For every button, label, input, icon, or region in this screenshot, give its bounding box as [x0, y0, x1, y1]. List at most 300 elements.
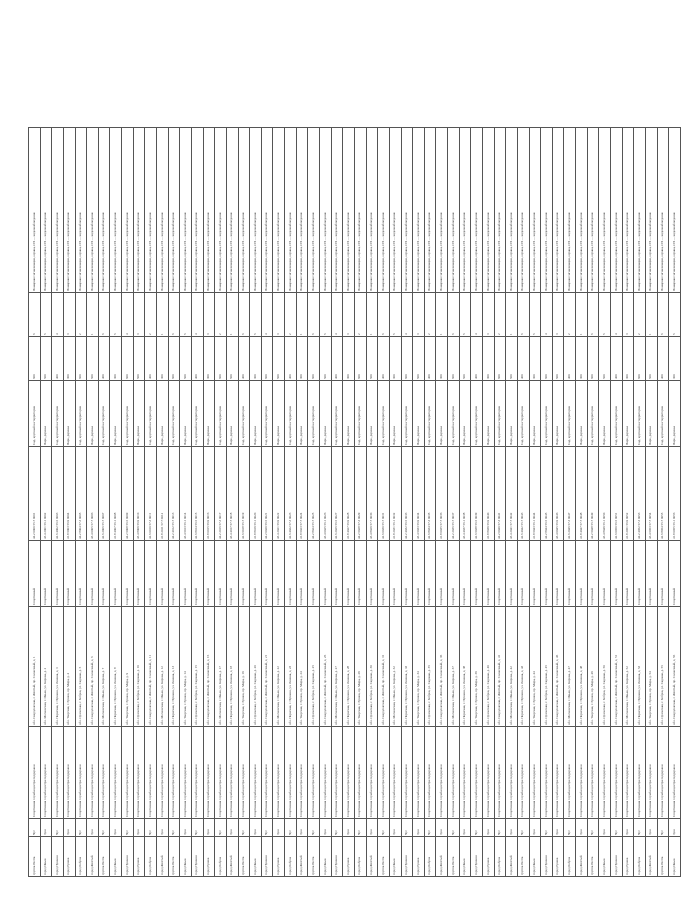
- type-cell: Зуш: [645, 819, 657, 837]
- category-cell: Спортивный: [669, 541, 681, 607]
- coordinates-cell: 42.6 2006 55.7 0007: [98, 447, 110, 541]
- area-cell: 500: [40, 337, 52, 381]
- type-cell: Зуш: [343, 819, 355, 837]
- category-cell: Спортивный: [564, 541, 576, 607]
- category-cell: Спортивный: [529, 541, 541, 607]
- area-cell: 600: [448, 337, 460, 381]
- territory-cell: Сад, крупный на территории: [168, 381, 180, 447]
- area-cell: 400: [98, 337, 110, 381]
- floors-cell: 1: [436, 293, 448, 337]
- coordinates-cell: 42.6 8054 55.7 0055: [657, 447, 669, 541]
- coordinates-cell: 43.4 6013 56.1 0014: [180, 447, 192, 541]
- security-cell: Пожарная сигнализация, охрана, ОП — видеонаблюдение: [308, 128, 320, 293]
- security-cell: Пожарная сигнализация, охрана, ОП — видеонаблюдение: [448, 128, 460, 293]
- category-cell: Спортивный: [273, 541, 285, 607]
- organization-cell: Спортивная служба центра поддержки: [29, 727, 41, 819]
- coordinates-cell: 44.2 6028 57.3 0029: [354, 447, 366, 541]
- floors-cell: 4: [401, 293, 413, 337]
- table-row: [669, 128, 681, 877]
- table-row: [285, 128, 297, 877]
- organization-cell: Спортивная служба центра поддержки: [191, 727, 203, 819]
- security-cell: Пожарная сигнализация, охрана, ОП — видеонаблюдение: [669, 128, 681, 293]
- organization-cell: Спортивная служба центра поддержки: [611, 727, 623, 819]
- coordinates-cell: 42.6 4022 57.3 0023: [285, 447, 297, 541]
- organization-cell: Спортивная служба центра поддержки: [226, 727, 238, 819]
- security-cell: Пожарная сигнализация, охрана, ОП — видеонаблюдение: [552, 128, 564, 293]
- floors-cell: 5: [110, 293, 122, 337]
- coordinates-cell: 41.8 8019 56.1 0020: [250, 447, 262, 541]
- locality-cell: город Жёлтый: [436, 837, 448, 877]
- organization-cell: Спортивная служба центра поддержки: [599, 727, 611, 819]
- type-cell: Чус: [98, 819, 110, 837]
- territory-cell: Парк, деревья: [482, 381, 494, 447]
- locality-cell: город Жёлтый: [157, 837, 169, 877]
- coordinates-cell: 43.4 8029 57.7 0030: [366, 447, 378, 541]
- type-cell: Зуш: [552, 819, 564, 837]
- coordinates-cell: 43.4 6053 57.7 0054: [645, 447, 657, 541]
- address-cell: обл. Свердловская, г. Жёлтый, пр. Солнечный, д. 21: [261, 607, 273, 727]
- floors-cell: 3: [413, 293, 425, 337]
- floors-cell: 4: [191, 293, 203, 337]
- category-cell: Спортивный: [308, 541, 320, 607]
- table-row: [424, 128, 436, 877]
- security-cell: Пожарная сигнализация, охрана, ОП — видеонаблюдение: [320, 128, 332, 293]
- floors-cell: 5: [320, 293, 332, 337]
- security-cell: Пожарная сигнализация, охрана, ОП — видеонаблюдение: [645, 128, 657, 293]
- security-cell: Пожарная сигнализация, охрана, ОП — видеонаблюдение: [52, 128, 64, 293]
- floors-cell: 5: [669, 293, 681, 337]
- category-cell: Спортивный: [285, 541, 297, 607]
- security-cell: Пожарная сигнализация, охрана, ОП — видеонаблюдение: [634, 128, 646, 293]
- organization-cell: Спортивная служба центра поддержки: [331, 727, 343, 819]
- table-row: [471, 128, 483, 877]
- address-cell: обл. Свердловская, г. Жёлтый, пр. Солнечный, д. 26: [320, 607, 332, 727]
- organization-cell: Спортивная служба центра поддержки: [494, 727, 506, 819]
- category-cell: Спортивный: [215, 541, 227, 607]
- table-row: [413, 128, 425, 877]
- coordinates-cell: 42.6 2046 57.3 0047: [564, 447, 576, 541]
- table-row: [506, 128, 518, 877]
- coordinates-cell: 41.8 4047 57.7 0048: [576, 447, 588, 541]
- floors-cell: 4: [122, 293, 134, 337]
- coordinates-cell: 43.4 8009 56.9 0010: [133, 447, 145, 541]
- coordinates-cell: 44.2 0000 55.7 0001: [29, 447, 41, 541]
- security-cell: Пожарная сигнализация, охрана, ОП — видеонаблюдение: [145, 128, 157, 293]
- organization-cell: Спортивная служба центра поддержки: [168, 727, 180, 819]
- organization-cell: Спортивная служба центра поддержки: [552, 727, 564, 819]
- organization-cell: Спортивная служба центра поддержки: [436, 727, 448, 819]
- area-cell: 300: [622, 337, 634, 381]
- territory-cell: Парк, деревья: [250, 381, 262, 447]
- type-cell: Чус: [191, 819, 203, 837]
- floors-cell: 4: [331, 293, 343, 337]
- coordinates-cell: 41.8 6023 57.7 0024: [296, 447, 308, 541]
- locality-cell: город Ивьев: [669, 837, 681, 877]
- address-cell: обл. Свердловская, г. Жёлтый, пр. Солнечный, д. 56: [669, 607, 681, 727]
- coordinates-cell: 44.2 0040 57.3 0041: [494, 447, 506, 541]
- category-cell: Спортивный: [203, 541, 215, 607]
- security-cell: Пожарная сигнализация, охрана, ОП — видеонаблюдение: [506, 128, 518, 293]
- table-row: [517, 128, 529, 877]
- address-cell: обл. Тверская, г. Ершов, пр. Мира, д. 34: [413, 607, 425, 727]
- category-cell: Спортивный: [110, 541, 122, 607]
- area-cell: 500: [552, 337, 564, 381]
- locality-cell: город Жёлтый: [366, 837, 378, 877]
- category-cell: Спортивный: [599, 541, 611, 607]
- type-cell: Чус: [471, 819, 483, 837]
- floors-cell: 6: [657, 293, 669, 337]
- floors-cell: 6: [29, 293, 41, 337]
- territory-cell: Сад, крупный на территории: [494, 381, 506, 447]
- category-cell: Спортивный: [40, 541, 52, 607]
- table-row: [541, 128, 553, 877]
- address-cell: обл. Орловская, г. Бобров, ул. Садовая, д. 20: [250, 607, 262, 727]
- address-cell: обл. Пермская, г. Пушкин, ул. Ленина, д. 48: [576, 607, 588, 727]
- territory-cell: Сад, крупный на территории: [354, 381, 366, 447]
- area-cell: 500: [506, 337, 518, 381]
- type-cell: Зуш: [203, 819, 215, 837]
- address-cell: обл. Московская, г. Ивьев, ул. Кирова, д. 7: [98, 607, 110, 727]
- coordinates-cell: 43.4 6033 56.9 0034: [413, 447, 425, 541]
- type-cell: Зуш: [506, 819, 518, 837]
- category-cell: Спортивный: [157, 541, 169, 607]
- area-cell: 400: [238, 337, 250, 381]
- type-cell: Зуш: [413, 819, 425, 837]
- address-cell: обл. Свердловская, г. Жёлтый, пр. Солнечный, д. 46: [552, 607, 564, 727]
- table-row: [611, 128, 623, 877]
- territory-cell: Сад, крупный на территории: [98, 381, 110, 447]
- address-cell: обл. Московская, г. Ивьев, ул. Кирова, д. 32: [389, 607, 401, 727]
- coordinates-cell: 44.2 8004 57.3 0005: [75, 447, 87, 541]
- territory-cell: Сад, крупный на территории: [238, 381, 250, 447]
- table-row: [482, 128, 494, 877]
- type-cell: Чус: [308, 819, 320, 837]
- organization-cell: Спортивная служба центра поддержки: [308, 727, 320, 819]
- table-row: [226, 128, 238, 877]
- organization-cell: Спортивная служба центра поддержки: [587, 727, 599, 819]
- coordinates-cell: 42.6 4002 56.5 0003: [52, 447, 64, 541]
- floors-cell: 5: [529, 293, 541, 337]
- category-cell: Спортивный: [63, 541, 75, 607]
- coordinates-cell: 41.8 2011 57.7 0012: [157, 447, 169, 541]
- territory-cell: Сад, крупный на территории: [261, 381, 273, 447]
- coordinates-cell: 44.2 0020 56.5 0021: [261, 447, 273, 541]
- territory-cell: Парк, деревья: [459, 381, 471, 447]
- table-row: [354, 128, 366, 877]
- category-cell: Спортивный: [250, 541, 262, 607]
- territory-cell: Сад, крупный на территории: [145, 381, 157, 447]
- security-cell: Пожарная сигнализация, охрана, ОП — видеонаблюдение: [622, 128, 634, 293]
- table-row: [157, 128, 169, 877]
- table-row: [261, 128, 273, 877]
- category-cell: Спортивный: [29, 541, 41, 607]
- table-row: [40, 128, 52, 877]
- area-cell: 500: [459, 337, 471, 381]
- security-cell: Пожарная сигнализация, охрана, ОП — видеонаблюдение: [436, 128, 448, 293]
- address-cell: обл. Орловская, г. Бобров, ул. Садовая, д. 15: [191, 607, 203, 727]
- security-cell: Пожарная сигнализация, охрана, ОП — видеонаблюдение: [331, 128, 343, 293]
- security-cell: Пожарная сигнализация, охрана, ОП — видеонаблюдение: [389, 128, 401, 293]
- table-row: [180, 128, 192, 877]
- security-cell: Пожарная сигнализация, охрана, ОП — видеонаблюдение: [87, 128, 99, 293]
- territory-cell: Сад, крупный на территории: [541, 381, 553, 447]
- locality-cell: город Ивьев: [389, 837, 401, 877]
- territory-cell: Сад, крупный на территории: [517, 381, 529, 447]
- floors-cell: 4: [471, 293, 483, 337]
- floors-cell: 2: [424, 293, 436, 337]
- type-cell: Зуш: [157, 819, 169, 837]
- territory-cell: Парк, деревья: [320, 381, 332, 447]
- coordinates-cell: 43.4 0025 56.1 0026: [320, 447, 332, 541]
- table-row: [448, 128, 460, 877]
- area-cell: 300: [389, 337, 401, 381]
- category-cell: Спортивный: [261, 541, 273, 607]
- organization-cell: Спортивная служба центра поддержки: [320, 727, 332, 819]
- security-cell: Пожарная сигнализация, охрана, ОП — видеонаблюдение: [541, 128, 553, 293]
- area-cell: 400: [191, 337, 203, 381]
- territory-cell: Парк, деревья: [413, 381, 425, 447]
- category-cell: Спортивный: [552, 541, 564, 607]
- table-row: [459, 128, 471, 877]
- locality-cell: город Пушкин: [191, 837, 203, 877]
- area-cell: 300: [296, 337, 308, 381]
- type-cell: Чус: [215, 819, 227, 837]
- floors-cell: 2: [634, 293, 646, 337]
- category-cell: Спортивный: [75, 541, 87, 607]
- address-cell: обл. Орловская, г. Бобров, ул. Садовая, д. 40: [482, 607, 494, 727]
- type-cell: Чус: [285, 819, 297, 837]
- organization-cell: Спортивная служба центра поддержки: [529, 727, 541, 819]
- address-cell: обл. Орловская, г. Бобров, ул. Садовая, д. 10: [133, 607, 145, 727]
- table-row: [657, 128, 669, 877]
- category-cell: Спортивный: [506, 541, 518, 607]
- coordinates-cell: 42.6 6018 55.7 0019: [238, 447, 250, 541]
- area-cell: 300: [63, 337, 75, 381]
- area-cell: 600: [122, 337, 134, 381]
- floors-cell: 6: [378, 293, 390, 337]
- table-row: [576, 128, 588, 877]
- table-row: [378, 128, 390, 877]
- coordinates-cell: 43.4 4037 56.1 0038: [459, 447, 471, 541]
- organization-cell: Спортивная служба центра поддержки: [564, 727, 576, 819]
- floors-cell: 2: [215, 293, 227, 337]
- category-cell: Спортивный: [611, 541, 623, 607]
- area-cell: 600: [29, 337, 41, 381]
- address-cell: обл. Свердловская, г. Жёлтый, пр. Солнечный, д. 51: [611, 607, 623, 727]
- security-cell: Пожарная сигнализация, охрана, ОП — видеонаблюдение: [63, 128, 75, 293]
- table-row: [273, 128, 285, 877]
- coordinates-cell: 41.8 0035 57.7 0036: [436, 447, 448, 541]
- type-cell: Зуш: [459, 819, 471, 837]
- locality-cell: город Жёлтый: [506, 837, 518, 877]
- territory-cell: Парк, деревья: [622, 381, 634, 447]
- area-cell: 300: [203, 337, 215, 381]
- locality-cell: город Жёлтый: [576, 837, 588, 877]
- table-row: [494, 128, 506, 877]
- address-cell: обл. Свердловская, г. Жёлтый, пр. Солнечный, д. 41: [494, 607, 506, 727]
- territory-cell: Сад, крупный на территории: [191, 381, 203, 447]
- category-cell: Спортивный: [122, 541, 134, 607]
- category-cell: Спортивный: [576, 541, 588, 607]
- type-cell: Зуш: [133, 819, 145, 837]
- security-cell: Пожарная сигнализация, охрана, ОП — видеонаблюдение: [180, 128, 192, 293]
- organization-cell: Спортивная служба центра поддержки: [157, 727, 169, 819]
- security-cell: Пожарная сигнализация, охрана, ОП — видеонаблюдение: [576, 128, 588, 293]
- category-cell: Спортивный: [168, 541, 180, 607]
- security-cell: Пожарная сигнализация, охрана, ОП — видеонаблюдение: [98, 128, 110, 293]
- area-cell: 500: [320, 337, 332, 381]
- table-row: [343, 128, 355, 877]
- locality-cell: город Бобров: [285, 837, 297, 877]
- territory-cell: Сад, крупный на территории: [448, 381, 460, 447]
- organization-cell: Спортивная служба центра поддержки: [238, 727, 250, 819]
- address-cell: обл. Тверская, г. Ершов, пр. Мира, д. 54: [645, 607, 657, 727]
- area-cell: 300: [576, 337, 588, 381]
- territory-cell: Парк, деревья: [599, 381, 611, 447]
- floors-cell: 2: [354, 293, 366, 337]
- area-cell: 400: [611, 337, 623, 381]
- table-row: [145, 128, 157, 877]
- area-cell: 400: [424, 337, 436, 381]
- category-cell: Спортивный: [191, 541, 203, 607]
- area-cell: 300: [669, 337, 681, 381]
- area-cell: 600: [587, 337, 599, 381]
- territory-cell: Парк, деревья: [576, 381, 588, 447]
- organization-cell: Спортивная служба центра поддержки: [52, 727, 64, 819]
- area-cell: 600: [261, 337, 273, 381]
- category-cell: Спортивный: [587, 541, 599, 607]
- security-cell: Пожарная сигнализация, охрана, ОП — видеонаблюдение: [529, 128, 541, 293]
- category-cell: Спортивный: [354, 541, 366, 607]
- organization-cell: Спортивная служба центра поддержки: [98, 727, 110, 819]
- type-cell: Чус: [541, 819, 553, 837]
- security-cell: Пожарная сигнализация, охрана, ОП — видеонаблюдение: [482, 128, 494, 293]
- security-cell: Пожарная сигнализация, охрана, ОП — видеонаблюдение: [366, 128, 378, 293]
- table-row: [250, 128, 262, 877]
- address-cell: обл. Орловская, г. Бобров, ул. Садовая, д. 55: [657, 607, 669, 727]
- coordinates-cell: 42.6 0010 57.3 0011: [145, 447, 157, 541]
- coordinates-cell: 42.6 0050 56.5 0051: [611, 447, 623, 541]
- address-cell: обл. Свердловская, г. Жёлтый, пр. Солнечный, д. 31: [378, 607, 390, 727]
- locality-cell: город Ивьев: [599, 837, 611, 877]
- floors-cell: 2: [145, 293, 157, 337]
- coordinates-cell: 41.8 6043 56.1 0044: [529, 447, 541, 541]
- type-cell: Зуш: [273, 819, 285, 837]
- organization-cell: Спортивная служба центра поддержки: [110, 727, 122, 819]
- locality-cell: город Жёлтый: [296, 837, 308, 877]
- coordinates-cell: 44.2 2036 55.7 0037: [448, 447, 460, 541]
- table-row: [587, 128, 599, 877]
- category-cell: Спортивный: [296, 541, 308, 607]
- type-cell: Чус: [261, 819, 273, 837]
- area-cell: 500: [645, 337, 657, 381]
- area-cell: 300: [110, 337, 122, 381]
- security-cell: Пожарная сигнализация, охрана, ОП — видеонаблюдение: [657, 128, 669, 293]
- category-cell: Спортивный: [133, 541, 145, 607]
- organization-cell: Спортивная служба центра поддержки: [645, 727, 657, 819]
- territory-cell: Сад, крупный на территории: [285, 381, 297, 447]
- address-cell: обл. Московская, г. Ивьев, ул. Кирова, д. 12: [157, 607, 169, 727]
- territory-cell: Сад, крупный на территории: [308, 381, 320, 447]
- coordinates-cell: 43.4 2001 56.1 0002: [40, 447, 52, 541]
- category-cell: Спортивный: [494, 541, 506, 607]
- category-cell: Спортивный: [366, 541, 378, 607]
- category-cell: Спортивный: [320, 541, 332, 607]
- territory-cell: Парк, деревья: [389, 381, 401, 447]
- organization-cell: Спортивная служба центра поддержки: [669, 727, 681, 819]
- type-cell: Зуш: [296, 819, 308, 837]
- security-cell: Пожарная сигнализация, охрана, ОП — видеонаблюдение: [226, 128, 238, 293]
- address-cell: обл. Московская, г. Ивьев, ул. Кирова, д. 2: [40, 607, 52, 727]
- type-cell: Чус: [145, 819, 157, 837]
- locality-cell: группа Почта: [98, 837, 110, 877]
- organization-cell: Спортивная служба центра поддержки: [215, 727, 227, 819]
- territory-cell: Парк, деревья: [203, 381, 215, 447]
- organization-cell: Спортивная служба центра поддержки: [471, 727, 483, 819]
- table-row: [552, 128, 564, 877]
- territory-cell: Сад, крупный на территории: [122, 381, 134, 447]
- floors-cell: 1: [296, 293, 308, 337]
- territory-cell: Сад, крупный на территории: [75, 381, 87, 447]
- security-cell: Пожарная сигнализация, охрана, ОП — видеонаблюдение: [250, 128, 262, 293]
- data-table: [28, 127, 681, 877]
- table-row: [320, 128, 332, 877]
- category-cell: Спортивный: [145, 541, 157, 607]
- address-cell: обл. Тверская, г. Ершов, пр. Мира, д. 39: [471, 607, 483, 727]
- territory-cell: Парк, деревья: [133, 381, 145, 447]
- organization-cell: Спортивная служба центра поддержки: [448, 727, 460, 819]
- floors-cell: 6: [587, 293, 599, 337]
- security-cell: Пожарная сигнализация, охрана, ОП — видеонаблюдение: [343, 128, 355, 293]
- territory-cell: Сад, крупный на территории: [401, 381, 413, 447]
- floors-cell: 3: [63, 293, 75, 337]
- area-cell: 300: [436, 337, 448, 381]
- organization-cell: Спортивная служба центра поддержки: [40, 727, 52, 819]
- category-cell: Спортивный: [448, 541, 460, 607]
- organization-cell: Спортивная служба центра поддержки: [634, 727, 646, 819]
- organization-cell: Спортивная служба центра поддержки: [657, 727, 669, 819]
- security-cell: Пожарная сигнализация, охрана, ОП — видеонаблюдение: [611, 128, 623, 293]
- organization-cell: Спортивная служба центра поддержки: [250, 727, 262, 819]
- coordinates-cell: 42.6 8034 57.3 0035: [424, 447, 436, 541]
- type-cell: Чус: [331, 819, 343, 837]
- area-cell: 400: [564, 337, 576, 381]
- territory-cell: Сад, крупный на территории: [424, 381, 436, 447]
- locality-cell: группа Почта: [29, 837, 41, 877]
- floors-cell: 5: [250, 293, 262, 337]
- territory-cell: Парк, деревья: [110, 381, 122, 447]
- type-cell: Чус: [494, 819, 506, 837]
- area-cell: 500: [87, 337, 99, 381]
- floors-cell: 6: [448, 293, 460, 337]
- locality-cell: город Пушкин: [541, 837, 553, 877]
- coordinates-cell: 42.6 2026 56.5 0027: [331, 447, 343, 541]
- floors-cell: 1: [366, 293, 378, 337]
- locality-cell: группа Почта: [378, 837, 390, 877]
- organization-cell: Спортивная служба центра поддержки: [401, 727, 413, 819]
- security-cell: Пожарная сигнализация, охрана, ОП — видеонаблюдение: [29, 128, 41, 293]
- area-cell: 500: [366, 337, 378, 381]
- type-cell: Зуш: [529, 819, 541, 837]
- category-cell: Спортивный: [657, 541, 669, 607]
- type-cell: Чус: [587, 819, 599, 837]
- organization-cell: Спортивная служба центра поддержки: [180, 727, 192, 819]
- type-cell: Чус: [122, 819, 134, 837]
- address-cell: обл. Московская, г. Ивьев, ул. Кирова, д. 42: [506, 607, 518, 727]
- category-cell: Спортивный: [413, 541, 425, 607]
- category-cell: Спортивный: [87, 541, 99, 607]
- coordinates-cell: 43.4 8049 56.1 0050: [599, 447, 611, 541]
